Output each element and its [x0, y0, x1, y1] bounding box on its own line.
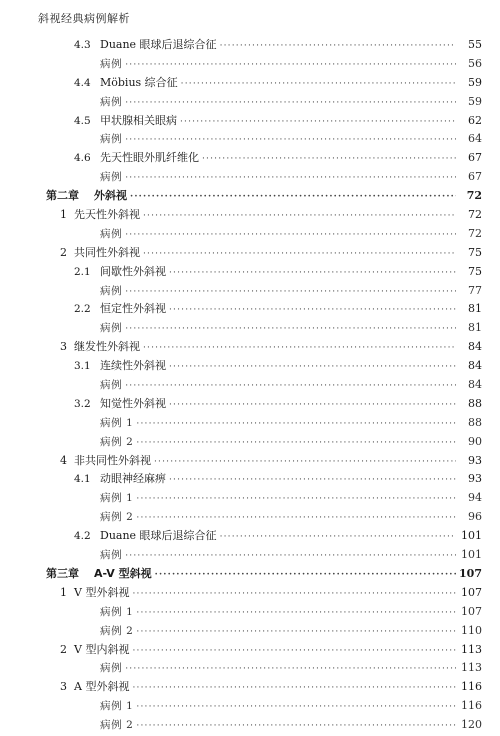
toc-entry-title: A-V 型斜视 [94, 566, 152, 580]
toc-entry-page: 84 [468, 378, 482, 392]
toc-entry-title: 非共同性外斜视 [74, 453, 151, 467]
toc-entry-page: 77 [468, 283, 482, 297]
toc-entry-page: 72 [468, 208, 482, 222]
toc-entry-title: 病例 2 [100, 435, 134, 448]
toc-entry-title: 病例 2 [100, 511, 134, 524]
dot-leader [143, 339, 456, 358]
toc-entry-title: 间歇性外斜视 [100, 264, 166, 278]
toc-case-entry[interactable] [0, 282, 500, 301]
toc-entry-page: 59 [468, 94, 482, 108]
toc-entry-page: 96 [468, 510, 482, 524]
toc-entry-page: 62 [468, 113, 482, 127]
dot-leader [143, 207, 456, 226]
toc-entry-page: 120 [461, 718, 482, 732]
toc-section-entry[interactable] [0, 395, 500, 414]
toc-entry-title: 病例 [100, 379, 123, 392]
dot-leader [169, 396, 456, 415]
toc-case-entry[interactable] [0, 93, 500, 112]
toc-entry-title: A 型外斜视 [74, 680, 130, 694]
toc-entry-title: Duane 眼球后退综合征 [100, 529, 217, 543]
toc-entry-title: 病例 [100, 549, 123, 562]
toc-entry-page: 93 [468, 472, 482, 486]
toc-entry-title: 甲状腺相关眼病 [100, 113, 177, 127]
toc-entry-title: 共同性外斜视 [74, 245, 140, 259]
toc-entry-title: 病例 1 [100, 416, 134, 429]
toc-section-entry[interactable] [0, 206, 500, 225]
dot-leader [130, 188, 456, 207]
toc-case-entry[interactable] [0, 622, 500, 641]
dot-leader [132, 642, 456, 661]
dot-leader [125, 660, 456, 679]
toc-entry-page: 55 [468, 38, 482, 51]
toc-section-entry[interactable] [0, 641, 500, 660]
toc-entry-number: 3 [60, 340, 67, 354]
toc-case-entry[interactable] [0, 168, 500, 187]
toc-entry-title: 先天性外斜视 [74, 208, 140, 222]
toc-entry-title: 病例 2 [100, 624, 134, 637]
toc-entry-number: 1 [60, 208, 67, 222]
toc-section-entry[interactable] [0, 527, 500, 546]
dot-leader [125, 131, 456, 150]
dot-leader [125, 320, 456, 339]
toc-section-entry[interactable] [0, 112, 500, 131]
toc-entry-title: 病例 [100, 133, 123, 146]
toc-entry-title: Möbius 综合征 [100, 75, 178, 89]
dot-leader [136, 415, 456, 434]
toc-entry-title: V 型外斜视 [74, 585, 130, 599]
toc-entry-title: 连续性外斜视 [100, 359, 166, 373]
toc-entry-page: 75 [468, 264, 482, 278]
dot-leader [136, 604, 456, 623]
dot-leader [169, 471, 456, 490]
dot-leader [136, 698, 456, 717]
toc-entry-title: V 型内斜视 [74, 642, 130, 656]
toc-case-entry[interactable] [0, 55, 500, 74]
toc-section-entry[interactable] [0, 149, 500, 168]
toc-section-entry[interactable] [0, 36, 500, 55]
toc-entry-title: 病例 1 [100, 492, 134, 505]
toc-entry-page: 81 [468, 321, 482, 335]
toc-case-entry[interactable] [0, 603, 500, 622]
toc-entry-number: 1 [60, 585, 67, 599]
dot-leader [136, 717, 456, 736]
toc-entry-page: 110 [461, 623, 482, 637]
toc-case-entry[interactable] [0, 659, 500, 678]
toc-case-entry[interactable] [0, 508, 500, 527]
toc-entry-title: 病例 [100, 171, 123, 184]
toc-case-entry[interactable] [0, 433, 500, 452]
toc-entry-number: 2.2 [74, 303, 91, 316]
toc-entry-title: 先天性眼外肌纤维化 [100, 151, 199, 165]
toc-case-entry[interactable] [0, 225, 500, 244]
toc-entry-number: 第二章 [46, 189, 79, 203]
dot-leader [220, 528, 456, 547]
dot-leader [202, 150, 456, 169]
toc-entry-number: 4.3 [74, 39, 91, 51]
toc-entry-number: 3.1 [74, 360, 91, 373]
toc-entry-title: 病例 2 [100, 719, 134, 732]
toc-entry-page: 107 [461, 604, 482, 618]
dot-leader [132, 585, 456, 604]
toc-entry-number: 4.1 [74, 473, 91, 486]
toc-entry-number: 3 [60, 680, 67, 694]
toc-entry-page: 81 [468, 302, 482, 316]
toc-entry-page: 107 [461, 585, 482, 599]
toc-entry-number: 4.5 [74, 114, 91, 127]
toc-entry-page: 94 [468, 491, 482, 505]
toc-entry-number: 3.2 [74, 397, 91, 410]
dot-leader [220, 37, 456, 56]
toc-section-entry[interactable] [0, 584, 500, 603]
toc-section-entry[interactable] [0, 74, 500, 93]
toc-entry-number: 4.2 [74, 530, 91, 543]
table-of-contents [0, 36, 500, 735]
toc-entry-title: 病例 [100, 95, 123, 108]
toc-entry-title: 知觉性外斜视 [100, 396, 166, 410]
toc-chapter-entry[interactable] [0, 187, 500, 206]
toc-entry-title: 病例 1 [100, 700, 134, 713]
dot-leader [136, 434, 456, 453]
toc-entry-page: 72 [466, 189, 482, 203]
toc-section-entry[interactable] [0, 678, 500, 697]
dot-leader [125, 377, 456, 396]
toc-entry-title: 外斜视 [94, 189, 127, 203]
toc-entry-number: 2.1 [74, 265, 91, 278]
toc-case-entry[interactable] [0, 319, 500, 338]
toc-case-entry[interactable] [0, 376, 500, 395]
dot-leader [169, 264, 456, 283]
toc-entry-page: 101 [461, 548, 482, 562]
toc-entry-title: Duane 眼球后退综合征 [100, 38, 217, 51]
dot-leader [143, 245, 456, 264]
toc-entry-title: 病例 [100, 57, 123, 70]
toc-entry-page: 84 [468, 359, 482, 373]
toc-entry-number: 2 [60, 245, 67, 259]
dot-leader [136, 490, 456, 509]
toc-case-entry[interactable] [0, 716, 500, 735]
toc-entry-title: 病例 [100, 322, 123, 335]
toc-entry-page: 59 [468, 75, 482, 89]
toc-case-entry[interactable] [0, 546, 500, 565]
dot-leader [125, 169, 456, 188]
toc-entry-page: 64 [468, 132, 482, 146]
dot-leader [125, 547, 456, 566]
dot-leader [180, 113, 456, 132]
toc-case-entry[interactable] [0, 489, 500, 508]
toc-entry-number: 4.4 [74, 76, 91, 89]
toc-entry-number: 4 [60, 453, 67, 467]
dot-leader [125, 226, 456, 245]
toc-entry-title: 病例 [100, 227, 123, 240]
toc-entry-page: 67 [468, 170, 482, 184]
toc-section-entry[interactable] [0, 263, 500, 282]
toc-entry-page: 88 [468, 396, 482, 410]
toc-case-entry[interactable] [0, 130, 500, 149]
dot-leader [136, 623, 456, 642]
dot-leader [125, 94, 456, 113]
toc-entry-page: 107 [459, 566, 482, 580]
toc-section-entry[interactable] [0, 244, 500, 263]
dot-leader [154, 453, 456, 472]
toc-entry-page: 75 [468, 245, 482, 259]
running-head: 斜视经典病例解析 [38, 12, 130, 25]
dot-leader [155, 566, 456, 585]
toc-entry-page: 90 [468, 434, 482, 448]
toc-entry-number: 4.6 [74, 152, 91, 165]
dot-leader [125, 56, 456, 75]
toc-entry-page: 113 [461, 642, 482, 656]
toc-entry-title: 继发性外斜视 [74, 340, 140, 354]
toc-entry-number: 第三章 [46, 566, 79, 580]
toc-section-entry[interactable] [0, 300, 500, 319]
toc-entry-title: 病例 [100, 662, 123, 675]
toc-entry-page: 67 [468, 151, 482, 165]
toc-case-entry[interactable] [0, 697, 500, 716]
dot-leader [181, 75, 456, 94]
toc-entry-page: 84 [468, 340, 482, 354]
toc-section-entry[interactable] [0, 470, 500, 489]
dot-leader [136, 509, 456, 528]
toc-entry-page: 116 [461, 680, 482, 694]
toc-entry-page: 116 [461, 699, 482, 713]
toc-entry-number: 2 [60, 642, 67, 656]
dot-leader [169, 358, 456, 377]
toc-entry-page: 93 [468, 453, 482, 467]
toc-section-entry[interactable] [0, 338, 500, 357]
toc-chapter-entry[interactable] [0, 565, 500, 584]
toc-section-entry[interactable] [0, 357, 500, 376]
toc-entry-page: 88 [468, 415, 482, 429]
toc-entry-title: 病例 [100, 284, 123, 297]
dot-leader [169, 301, 456, 320]
dot-leader [125, 283, 456, 302]
toc-entry-page: 101 [461, 529, 482, 543]
toc-entry-page: 72 [468, 226, 482, 240]
toc-entry-page: 113 [461, 661, 482, 675]
toc-entry-title: 恒定性外斜视 [100, 302, 166, 316]
toc-section-entry[interactable] [0, 452, 500, 471]
dot-leader [132, 679, 456, 698]
toc-entry-title: 病例 1 [100, 605, 134, 618]
toc-entry-title: 动眼神经麻痹 [100, 472, 166, 486]
toc-case-entry[interactable] [0, 414, 500, 433]
toc-entry-page: 56 [468, 56, 482, 70]
